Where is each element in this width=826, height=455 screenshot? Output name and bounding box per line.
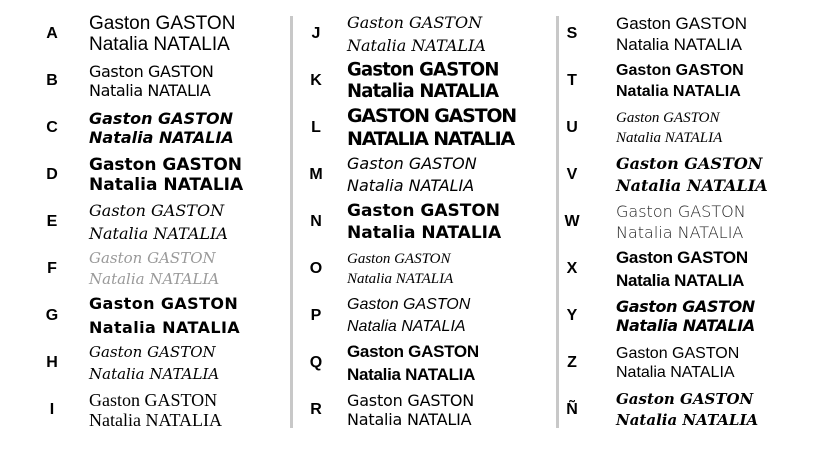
- font-letter-label: H: [46, 353, 58, 371]
- column-divider: [290, 16, 293, 428]
- sample-line2: Natalia NATALIA: [347, 79, 499, 102]
- sample-line2: Natalia NATALIA: [89, 364, 220, 383]
- sample-line1: Gaston GASTON: [89, 61, 214, 81]
- font-letter-label: N: [310, 212, 322, 230]
- sample-line2: Natalia NATALIA: [616, 363, 735, 381]
- sample-line2: Natalia NATALIA: [347, 222, 502, 243]
- font-letter-label: R: [310, 400, 322, 418]
- sample-line1: Gaston GASTON: [89, 154, 242, 175]
- sample-line2: Natalia NATALIA: [616, 34, 742, 54]
- font-sample-text: [89, 199, 228, 245]
- sample-line2: Natalia NATALIA: [347, 35, 486, 55]
- sample-line1: Gaston GASTON: [89, 200, 225, 220]
- font-column-2: [294, 0, 558, 455]
- sample-line1: Gaston GASTON: [347, 390, 475, 410]
- font-letter-label: L: [311, 118, 321, 136]
- sample-line1: Gaston GASTON: [616, 389, 754, 408]
- font-sample-text: [347, 105, 516, 151]
- sample-line1: Gaston GASTON: [616, 296, 755, 316]
- font-letter-label: M: [309, 165, 323, 183]
- sample-line2: Natalia NATALIA: [616, 410, 759, 429]
- font-sample-2-0: [560, 10, 826, 57]
- font-letter-label: S: [566, 24, 578, 42]
- font-sample-1-3: [294, 151, 558, 198]
- font-sample-text: [347, 59, 499, 103]
- sample-line2: Natalia NATALIA: [89, 127, 234, 147]
- font-letter-label: F: [47, 259, 57, 277]
- font-letter-label: B: [46, 71, 58, 89]
- font-sample-text: [616, 108, 722, 148]
- font-sample-0-5: [0, 245, 292, 292]
- sample-line1: Gaston GASTON: [347, 341, 479, 361]
- sample-line2: Natalia NATALIA: [89, 174, 244, 195]
- font-letter-label: Q: [309, 353, 323, 371]
- sample-line2: Natalia NATALIA: [616, 175, 768, 195]
- font-letter-label: X: [566, 259, 578, 277]
- font-letter-label: P: [310, 306, 322, 324]
- font-sample-text: [347, 11, 486, 57]
- font-sample-text: [616, 13, 747, 55]
- font-sample-text: [616, 344, 739, 382]
- sample-line2: Natalia NATALIA: [347, 409, 472, 429]
- sample-line2: Natalia NATALIA: [616, 222, 744, 242]
- font-sample-2-8: [560, 386, 826, 433]
- font-sample-2-4: [560, 198, 826, 245]
- sample-line2: Natalia NATALIA: [347, 270, 454, 287]
- font-sample-text: [89, 341, 219, 385]
- sample-line1: Gaston GASTON: [347, 200, 500, 221]
- font-letter-label: V: [566, 165, 578, 183]
- sample-line2: Natalia NATALIA: [616, 315, 755, 335]
- font-letter-label: I: [49, 400, 55, 418]
- font-sample-2-6: [560, 292, 826, 339]
- font-letter-label: Z: [567, 353, 577, 371]
- sample-line1: Gaston GASTON: [347, 57, 499, 80]
- sample-line1: Gaston GASTON: [89, 389, 218, 410]
- sample-line1: Gaston GASTON: [89, 342, 216, 361]
- sample-line2: Natalia NATALIA: [89, 269, 220, 288]
- font-sample-text: [347, 294, 470, 338]
- sample-line1: Gaston GASTON: [616, 13, 748, 33]
- sample-line2: Natalia NATALIA: [89, 80, 211, 100]
- font-sample-text: [347, 340, 479, 386]
- font-sample-0-8: [0, 386, 292, 433]
- font-sample-text: [347, 391, 474, 429]
- font-sample-0-2: [0, 104, 292, 151]
- sample-line2: Natalia NATALIA: [89, 33, 230, 55]
- font-sample-text: [616, 153, 768, 197]
- font-sample-1-8: [294, 386, 558, 433]
- sample-line1: Gaston GASTON: [89, 248, 216, 267]
- font-sample-0-3: [0, 151, 292, 198]
- sample-line1: GASTON GASTON: [347, 104, 517, 127]
- font-letter-label: T: [567, 71, 577, 89]
- font-sample-0-0: [0, 10, 292, 57]
- font-sample-2-5: [560, 245, 826, 292]
- font-sample-text: [89, 248, 219, 290]
- font-sample-1-0: [294, 10, 558, 57]
- font-sample-text: [616, 389, 758, 431]
- font-sample-text: [347, 153, 477, 197]
- sample-line1: Gaston GASTON: [347, 295, 471, 313]
- font-sample-text: [89, 13, 235, 55]
- sample-line1: Gaston GASTON: [347, 153, 477, 173]
- font-sample-1-4: [294, 198, 558, 245]
- sample-line2: Natalia NATALIA: [89, 317, 241, 337]
- sample-line1: Gaston GASTON: [616, 247, 748, 267]
- sample-line1: Gaston GASTON: [616, 153, 763, 173]
- sample-line1: Gaston GASTON: [347, 250, 451, 267]
- font-sample-text: [89, 390, 222, 430]
- font-sample-text: [616, 297, 755, 335]
- font-sample-text: [347, 200, 501, 244]
- font-sample-text: [616, 60, 744, 102]
- font-letter-label: J: [311, 24, 321, 42]
- font-sample-2-7: [560, 339, 826, 386]
- font-letter-label: K: [310, 71, 322, 89]
- font-sample-1-5: [294, 245, 558, 292]
- sample-line2: Natalia NATALIA: [347, 175, 475, 195]
- font-sample-text: [347, 249, 453, 289]
- font-sample-2-1: [560, 57, 826, 104]
- font-letter-label: O: [309, 259, 323, 277]
- sample-line2: Natalia NATALIA: [89, 409, 223, 430]
- sample-line1: Gaston GASTON: [89, 12, 236, 34]
- font-letter-label: U: [566, 118, 578, 136]
- font-sample-1-1: [294, 57, 558, 104]
- sample-line1: Gaston GASTON: [616, 61, 744, 79]
- font-sample-text: [616, 201, 746, 243]
- font-sample-0-6: [0, 292, 292, 339]
- font-letter-label: Ñ: [566, 400, 578, 418]
- font-column-3: [560, 0, 826, 455]
- font-sample-text: [89, 292, 240, 340]
- font-letter-label: C: [46, 118, 58, 136]
- sample-line2: Natalia NATALIA: [616, 129, 723, 146]
- sample-line2: Natalia NATALIA: [347, 364, 476, 384]
- sample-line2: Natalia NATALIA: [347, 317, 466, 335]
- font-sample-2-3: [560, 151, 826, 198]
- sample-line2: NATALIA NATALIA: [347, 127, 515, 150]
- font-sample-1-7: [294, 339, 558, 386]
- sample-line2: Natalia NATALIA: [89, 223, 228, 243]
- font-column-1: [0, 0, 292, 455]
- font-letter-label: Y: [566, 306, 578, 324]
- sample-line1: Gaston GASTON: [616, 344, 740, 362]
- sample-line2: Natalia NATALIA: [616, 82, 741, 100]
- font-sample-1-2: [294, 104, 558, 151]
- sample-line1: Gaston GASTON: [89, 293, 239, 313]
- column-divider: [556, 16, 559, 428]
- font-letter-label: G: [45, 306, 59, 324]
- font-sample-text: [89, 62, 213, 100]
- font-sample-0-7: [0, 339, 292, 386]
- sample-line1: Gaston GASTON: [616, 201, 746, 221]
- font-sample-0-1: [0, 57, 292, 104]
- font-sample-2-2: [560, 104, 826, 151]
- font-sample-text: [89, 155, 243, 195]
- sample-line1: Gaston GASTON: [616, 109, 720, 126]
- font-letter-label: D: [46, 165, 58, 183]
- font-sample-text: [616, 246, 748, 292]
- sample-line2: Natalia NATALIA: [616, 270, 745, 290]
- sample-line1: Gaston GASTON: [347, 12, 483, 32]
- font-sample-text: [89, 109, 234, 147]
- font-sample-1-6: [294, 292, 558, 339]
- font-letter-label: W: [564, 212, 580, 230]
- font-sample-0-4: [0, 198, 292, 245]
- font-letter-label: A: [46, 24, 58, 42]
- sample-line1: Gaston GASTON: [89, 108, 233, 128]
- font-letter-label: E: [46, 212, 58, 230]
